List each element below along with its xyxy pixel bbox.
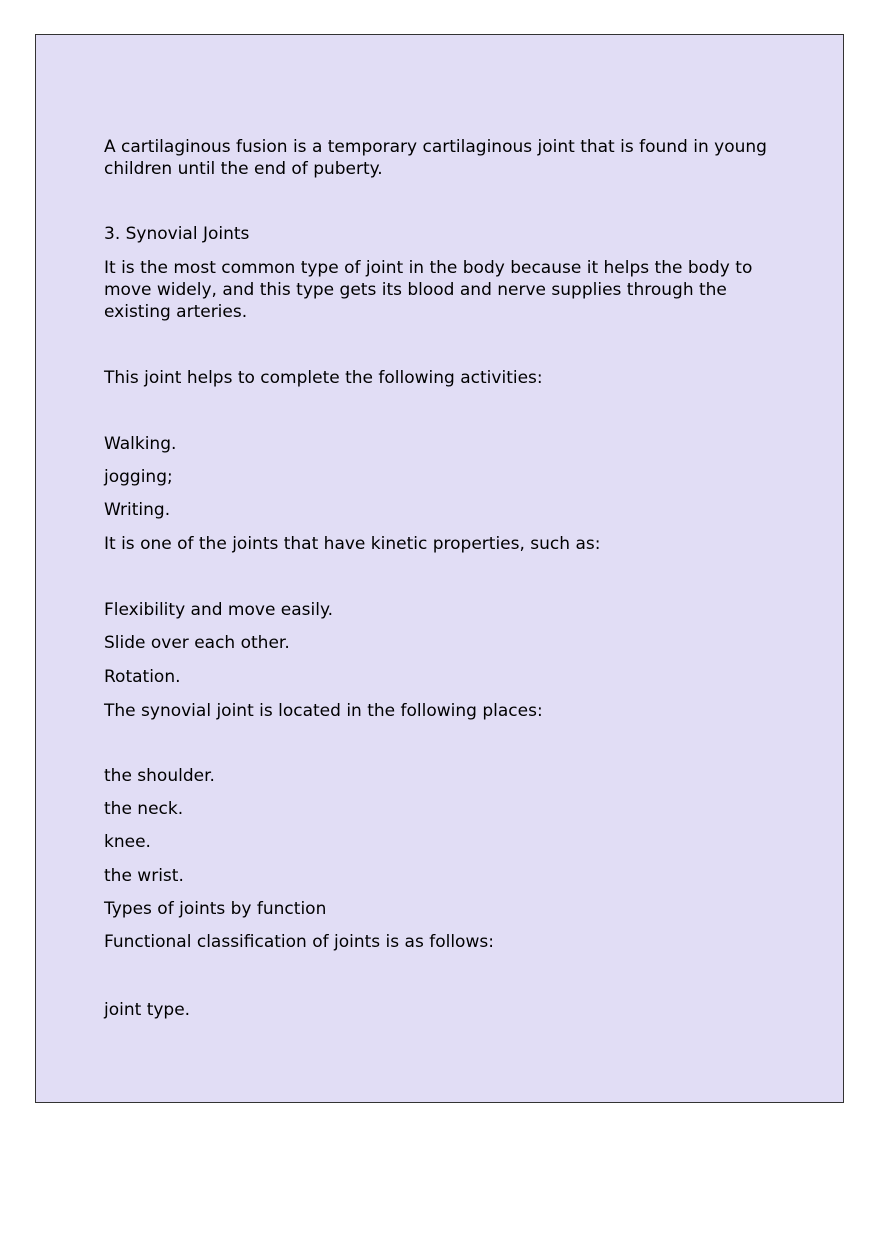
list-item-flexibility: Flexibility and move easily.: [104, 600, 334, 620]
heading-synovial-joints: 3. Synovial Joints: [104, 224, 250, 244]
paragraph-kinetic-intro: It is one of the joints that have kinetic properties, such as:: [104, 534, 601, 554]
paragraph-synovial-description: It is the most common type of joint in the body because it helps the body to move widely, and this type gets its blood and nerve supplies through the existing arteries.: [104, 258, 753, 322]
list-item-neck: the neck.: [104, 799, 184, 819]
paragraph-activities-intro: This joint helps to complete the following activities:: [104, 368, 543, 388]
heading-types-by-function: Types of joints by function: [104, 899, 327, 919]
paragraph-locations-intro: The synovial joint is located in the following places:: [104, 701, 543, 721]
list-item-writing: Writing.: [104, 500, 171, 520]
paragraph-functional-classification: Functional classification of joints is as follows:: [104, 932, 494, 952]
list-item-slide: Slide over each other.: [104, 633, 290, 653]
list-item-shoulder: the shoulder.: [104, 766, 215, 786]
list-item-knee: knee.: [104, 832, 151, 852]
list-item-wrist: the wrist.: [104, 866, 184, 886]
list-item-walking: Walking.: [104, 434, 177, 454]
list-item-rotation: Rotation.: [104, 667, 181, 687]
list-item-jogging: jogging;: [104, 467, 173, 487]
paragraph-cartilaginous-fusion: A cartilaginous fusion is a temporary cartilaginous joint that is found in young children until the end of puberty.: [104, 137, 767, 179]
list-item-joint-type: joint type.: [104, 1000, 191, 1020]
